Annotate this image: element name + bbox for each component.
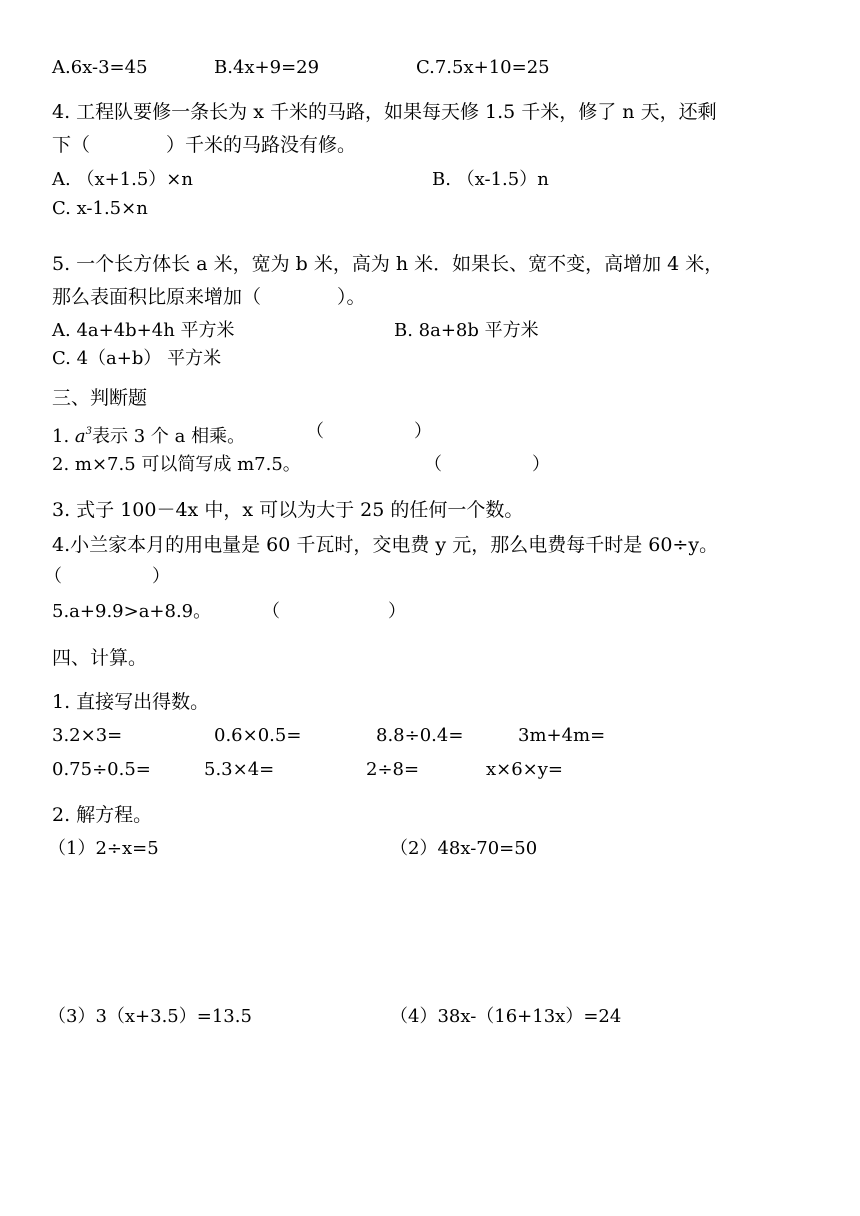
mental-calc-3: 8.8÷0.4= xyxy=(376,725,464,746)
calc-sub1-title: 1. 直接写出得数。 xyxy=(52,691,210,713)
mental-calc-2: 0.6×0.5= xyxy=(214,725,302,746)
q4-text-line2: 下（ ）千米的马路没有修。 xyxy=(52,134,357,156)
q4-option-c: C. x-1.5×n xyxy=(52,198,148,219)
q4-option-b: B. （x-1.5）n xyxy=(432,169,549,190)
q4-option-a: A. （x+1.5）×n xyxy=(52,169,193,190)
mental-calc-6: 5.3×4= xyxy=(204,759,275,780)
judge-item-1 xyxy=(52,420,245,449)
q3-option-c: C.7.5x+10=25 xyxy=(416,57,550,78)
judge-item-1-answer[interactable]: （ ） xyxy=(306,421,432,442)
mental-calc-5: 0.75÷0.5= xyxy=(52,759,151,780)
judge-item-1-exponent: 3 xyxy=(85,426,93,437)
judge-item-4-answer[interactable]: （ ） xyxy=(44,566,170,587)
calc-sub2-title: 2. 解方程。 xyxy=(52,804,153,826)
mental-calc-7: 2÷8= xyxy=(366,759,420,780)
judge-item-2-answer[interactable]: （ ） xyxy=(424,454,550,475)
judge-item-5: 5.a+9.9>a+8.9。 xyxy=(52,601,212,622)
judge-item-1-base: a xyxy=(74,426,86,447)
q5-option-c: C. 4（a+b） 平方米 xyxy=(52,348,222,369)
judge-item-2: 2. m×7.5 可以简写成 m7.5。 xyxy=(52,454,301,475)
equation-1: （1）2÷x=5 xyxy=(48,838,159,859)
mental-calc-1: 3.2×3= xyxy=(52,725,123,746)
judge-item-1-text: 表示 3 个 a 相乘。 xyxy=(92,426,246,447)
q5-text-line1: 5. 一个长方体长 a 米，宽为 b 米，高为 h 米．如果长、宽不变，高增加 4 米， xyxy=(52,253,724,275)
q5-option-a: A. 4a+4b+4h 平方米 xyxy=(52,320,235,341)
section3-title: 三、判断题 xyxy=(52,387,148,409)
section4-title: 四、计算。 xyxy=(52,647,148,669)
mental-calc-4: 3m+4m= xyxy=(518,725,606,746)
mental-calc-8: x×6×y= xyxy=(486,759,564,780)
equation-2: （2）48x-70=50 xyxy=(390,838,538,859)
equation-4: （4）38x-（16+13x）=24 xyxy=(390,1006,622,1027)
judge-item-3: 3. 式子 100－4x 中，x 可以为大于 25 的任何一个数。 xyxy=(52,499,524,521)
q3-option-a: A.6x-3=45 xyxy=(52,57,148,78)
q3-option-b: B.4x+9=29 xyxy=(214,57,320,78)
q4-text-line1: 4. 工程队要修一条长为 x 千米的马路，如果每天修 1.5 千米，修了 n 天，还剩 xyxy=(52,101,717,123)
q5-text-line2: 那么表面积比原来增加（ ）。 xyxy=(52,286,366,308)
judge-item-5-answer[interactable]: （ ） xyxy=(262,601,406,622)
q5-option-b: B. 8a+8b 平方米 xyxy=(394,320,539,341)
equation-3: （3）3（x+3.5）=13.5 xyxy=(48,1006,252,1027)
judge-item-1-prefix: 1. xyxy=(52,426,75,447)
judge-item-4: 4.小兰家本月的用电量是 60 千瓦时，交电费 y 元，那么电费每千时是 60÷y。 xyxy=(52,534,719,556)
